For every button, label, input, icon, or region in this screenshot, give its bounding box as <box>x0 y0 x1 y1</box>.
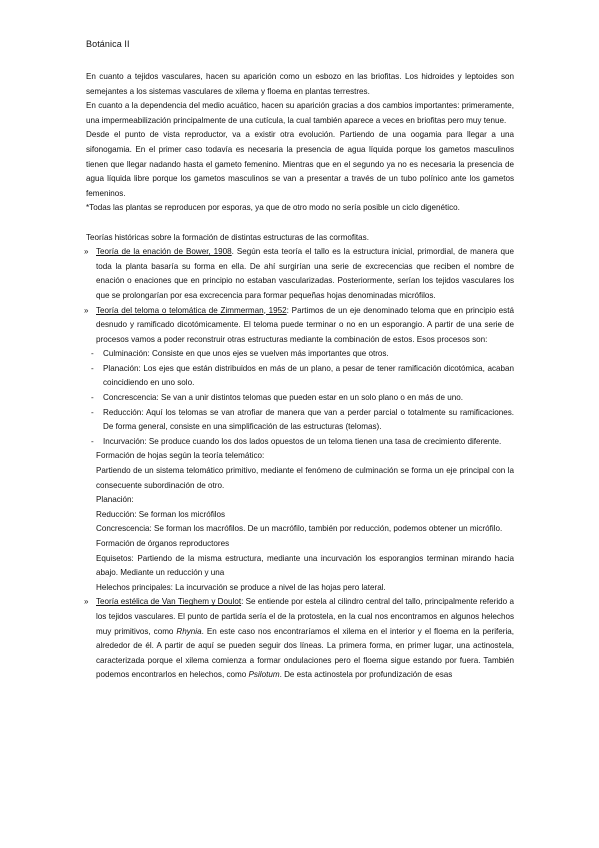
reproductive-organs-heading: Formación de órganos reproductores <box>96 539 230 548</box>
equisetos-text: Equisetos: Partiendo de la misma estructura, mediante una incurvación los esporangios terminan mirando hacia abajo. Mediante un reducción y una <box>96 553 514 578</box>
theory-stelar-text-2: . En este caso nos encontraríamos el xilema en el interior y el floema en la periferia, alrededor de él. A partir de aquí se pueden seguir dos líneas. La primera forma, en primer lugar, una actinostela, caracterizada porque el xilema comienza a formar ondulaciones pero el floema sigue estando por fuera. También podemos encontrarlos en helechos, como <box>96 626 514 680</box>
process-planacion: Planación: Los ejes que están distribuidos en más de un plano, a pesar de tener ramificación dicotómica, acaban coincidiendo en uno solo. <box>103 363 514 388</box>
paragraph-reproductive: Desde el punto de vista reproductor, va a existir otra evolución. Partiendo de una oogamia para llegar a una sifonogamia. En el primer caso todavía es necesaria la presencia de agua líquida porque los gametos masculinos tienen que llegar nadando hasta el gameto femenino. Mientras que en el segundo ya no es necesaria la presencia de agua líquida libre porque los gametos masculinos se van a presentar a través de un tubo polínico ante los gametos femeninos. <box>86 130 514 198</box>
process-item <box>86 347 514 362</box>
page-header: Botánica II <box>86 39 130 49</box>
dash-mark: - <box>91 436 94 446</box>
bullet-mark: » <box>84 305 89 315</box>
dash-mark: - <box>91 349 94 359</box>
process-item <box>86 435 514 450</box>
process-item <box>86 391 514 406</box>
concrescencia-text: Concrescencia: Se forman los macrófilos. De un macrófilo, también por reducción, podemos obtener un micrófilo. <box>96 524 503 534</box>
reduccion-text: Reducción: Se forman los micrófilos <box>96 509 226 519</box>
rhynia-name: Rhynia <box>176 626 202 636</box>
process-concrescencia: Concrescencia: Se van a unir distintos telomas que pueden estar en un solo plano o en más de uno. <box>103 393 463 403</box>
theory-teloma <box>86 304 514 348</box>
process-incurvacion: Incurvación: Se produce cuando los dos lados opuestos de un teloma tienen una tasa de crecimiento diferente. <box>103 436 502 446</box>
dash-mark: - <box>91 393 94 403</box>
bullet-mark: » <box>84 247 89 257</box>
theory-enation-text: . Según esta teoría el tallo es la estructura inicial, primordial, de manera que toda la planta basaría su forma en ella. De ahí surgirían una serie de excrecencias que reciben el nombre de enación o enaciones que en principio no estaban vascularizadas. Posteriormente, serían los tejidos vasculares los que se prolongarían por esa excrecencia para formar pequeñas hojas denominadas micrófilos. <box>96 247 514 300</box>
bullet-mark: » <box>84 597 89 607</box>
helechos-text: Helechos principales: La incurvación se produce a nivel de las hojas pero lateral. <box>96 582 386 592</box>
paragraph-vascular: En cuanto a tejidos vasculares, hacen su aparición como un esbozo en las briofitas. Los hidroides y leptoides son semejantes a los sistemas vasculares de xilema y floema en plantas terrestres. <box>86 72 514 96</box>
theory-stelar-title: Teoría estélica de Van Tieghem y Doulot <box>96 597 242 607</box>
theory-enation <box>86 245 514 303</box>
theory-teloma-text: : Partimos de un eje denominado teloma que en principio está desnudo y ramificado dicotómicamente. El teloma puede terminar o no en un esporangio. A partir de una serie de procesos vamos a poder reconstruir otras estructuras mediante la combinación de estos. Esos procesos son: <box>96 305 514 344</box>
theory-enation-title: Teoría de la enación de Bower, 1908 <box>96 247 232 257</box>
process-item <box>86 362 514 391</box>
theory-stelar-text-1: : Se entiende por estela al cilindro central del tallo, principalmente referido a los tejidos vasculares. El punto de partida sería el de la protostela, en la cual nos encontramos en algunos helechos muy primitivos, como <box>96 597 514 636</box>
process-item <box>86 406 514 435</box>
document-body <box>86 70 514 683</box>
theory-stelar <box>86 595 514 683</box>
theory-stelar-text-3: . De esta actinostela por profundización de esas <box>279 670 453 680</box>
leaf-formation-text: Partiendo de un sistema telomático primitivo, mediante el fenómeno de culminación se forma un eje principal con la consecuente subordinación de otro. <box>96 466 514 490</box>
planacion-label: Planación: <box>96 495 134 505</box>
section-title: Teorías históricas sobre la formación de distintas estructuras de las cormofitas. <box>86 232 369 242</box>
dash-mark: - <box>91 363 94 373</box>
process-culminacion: Culminación: Consiste en que unos ejes se vuelven más importantes que otros. <box>103 349 389 359</box>
paragraph-note: *Todas las plantas se reproducen por esporas, ya que de otro modo no sería posible un ciclo digenético. <box>86 203 460 213</box>
leaf-formation-heading: Formación de hojas según la teoría telemático: <box>96 451 265 461</box>
paragraph-aquatic: En cuanto a la dependencia del medio acuático, hacen su aparición gracias a dos cambios importantes: primeramente, una impermeabilización principalmente de una cutícula, la cual también aparece a veces en briofitas pero muy tenue. <box>86 101 514 125</box>
process-reduccion: Reducción: Aquí los telomas se van atrofiar de manera que van a perder parcial o totalmente su ramificaciones. De forma general, consiste en una simplificación de las estructuras (telomas). <box>103 407 514 432</box>
dash-mark: - <box>91 407 94 417</box>
theory-teloma-title: Teoría del teloma o telomática de Zimmerman, 1952 <box>96 305 287 315</box>
psilotum-name: Psilotum <box>248 670 280 680</box>
